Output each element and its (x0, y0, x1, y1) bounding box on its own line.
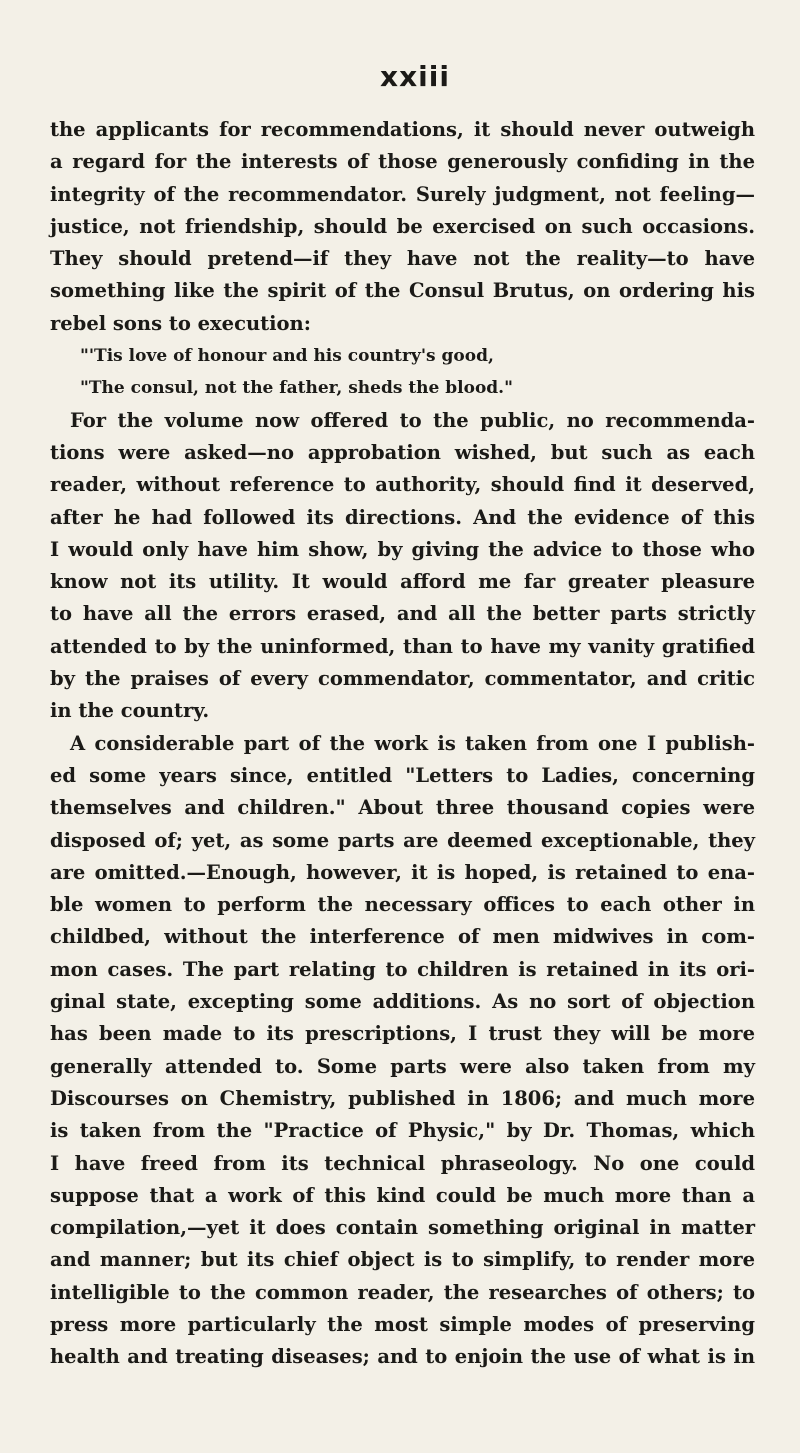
text-line: suppose that a work of this kind could be much more than a (50, 1183, 755, 1207)
page-number: xxiii (380, 60, 450, 93)
text-line: after he had followed its directions. And the evidence of this (50, 505, 755, 529)
text-line: I would only have him show, by giving the advice to those who (50, 537, 755, 561)
text-line: compilation,—yet it does contain something original in matter (50, 1216, 755, 1240)
text-line: For the volume now offered to the public, no recommenda- (70, 408, 755, 432)
text-line: disposed of; yet, as some parts are deemed exceptionable, they (50, 828, 755, 852)
text-line: press more particularly the most simple modes of preserving (50, 1312, 755, 1336)
text-line: ed some years since, entitled "Letters to Ladies, concerning (50, 763, 755, 787)
text-line: tions were asked—no approbation wished, but such as each (50, 440, 755, 464)
text-line: I have freed from its technical phraseology. No one could (50, 1151, 755, 1175)
text-line: intelligible to the common reader, the researches of others; to (50, 1280, 755, 1304)
text-line: reader, without reference to authority, should find it deserved, (50, 473, 755, 497)
text-line: justice, not friendship, should be exercised on such occasions. (50, 214, 755, 238)
quote-line: "'Tis love of honour and his country's good, (80, 346, 494, 367)
text-line: and manner; but its chief object is to simplify, to render more (50, 1248, 755, 1272)
text-line: health and treating diseases; and to enjoin the use of what is in (50, 1345, 755, 1369)
text-line: attended to by the uninformed, than to have my vanity gratified (50, 634, 755, 658)
text-line: They should pretend—if they have not the reality—to have (50, 247, 755, 271)
text-line: know not its utility. It would afford me far greater pleasure (50, 570, 755, 594)
text-line: the applicants for recommendations, it should never outweigh (50, 118, 755, 141)
text-line: childbed, without the interference of men midwives in com- (50, 925, 755, 949)
text-line: themselves and children." About three thousand copies were (50, 796, 755, 820)
text-line: ginal state, excepting some additions. As no sort of objection (50, 990, 755, 1014)
text-line: mon cases. The part relating to children is retained in its ori- (50, 957, 755, 981)
text-line: in the country. (50, 699, 210, 723)
body-text (50, 114, 755, 1374)
text-line: integrity of the recommendator. Surely judgment, not feeling— (50, 182, 755, 206)
text-line: is taken from the "Practice of Physic," by Dr. Thomas, which (50, 1119, 755, 1143)
text-line: to have all the errors erased, and all the better parts strictly (50, 602, 755, 626)
text-line: rebel sons to execution: (50, 311, 311, 335)
text-line: Discourses on Chemistry, published in 1806; and much more (50, 1086, 755, 1110)
quote-line: "The consul, not the father, sheds the blood." (80, 378, 513, 399)
text-line: generally attended to. Some parts were also taken from my (50, 1054, 755, 1078)
text-line: a regard for the interests of those generously confiding in the (50, 150, 755, 174)
text-line: ble women to perform the necessary offices to each other in (50, 893, 755, 917)
text-line: are omitted.—Enough, however, it is hoped, is retained to ena- (50, 860, 755, 884)
text-line: something like the spirit of the Consul Brutus, on ordering his (50, 279, 755, 303)
text-line: A considerable part of the work is taken from one I publish- (70, 731, 755, 755)
text-line: has been made to its prescriptions, I trust they will be more (50, 1022, 755, 1046)
text-line: by the praises of every commendator, commentator, and critic (50, 667, 755, 691)
